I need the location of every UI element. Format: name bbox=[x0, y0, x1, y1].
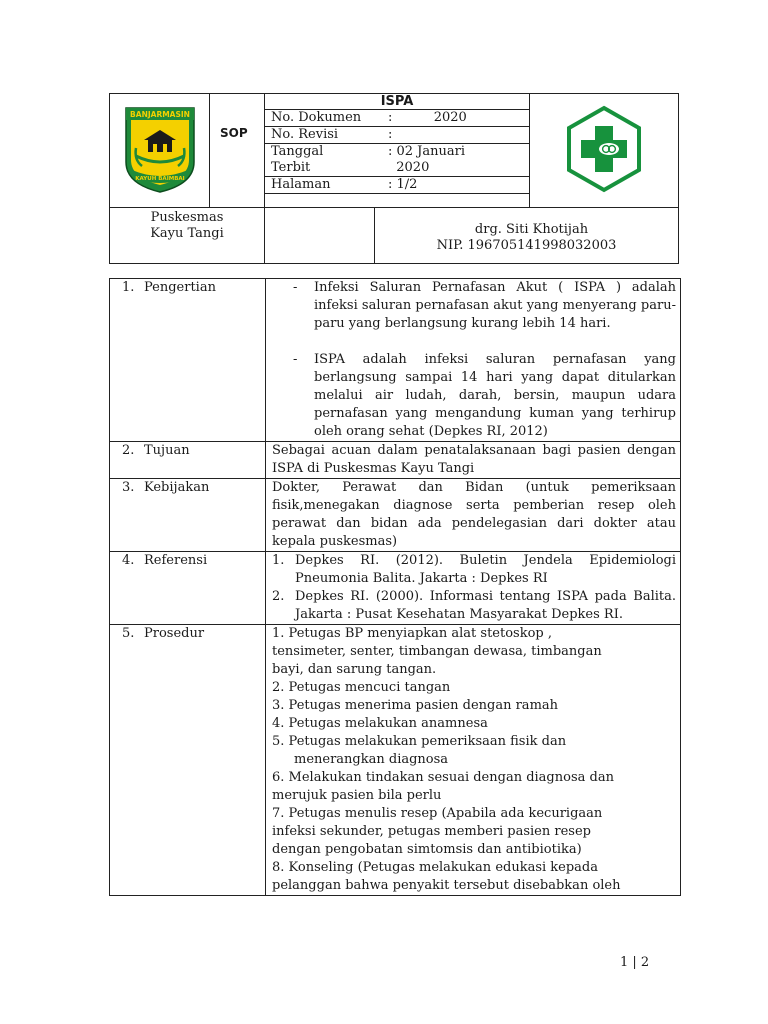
procedure-line: pelanggan bahwa penyakit tersebut disebabkan oleh bbox=[272, 878, 621, 893]
sop-label: SOP bbox=[220, 126, 248, 140]
procedure-line: 4. Petugas melakukan anamnesa bbox=[272, 716, 488, 731]
procedure-line: tensimeter, senter, timbangan dewasa, timbangan bbox=[272, 644, 602, 659]
meta-row-halaman: Halaman : 1/2 bbox=[265, 177, 529, 194]
procedure-line: 5. Petugas melakukan pemeriksaan fisik dan bbox=[272, 734, 567, 749]
empty-cell bbox=[265, 208, 375, 264]
logo-left-cell bbox=[110, 94, 210, 208]
section-label-cell: 2. Tujuan bbox=[110, 442, 266, 479]
section-label: Pengertian bbox=[144, 280, 216, 295]
procedure-line: menerangkan diagnosa bbox=[294, 752, 449, 767]
meta-row-tanggal: Tanggal : 02 Januari bbox=[271, 144, 466, 159]
procedure-line: 3. Petugas menerima pasien dengan ramah bbox=[272, 698, 559, 713]
org-cell bbox=[110, 208, 265, 264]
definition-item: - Infeksi Saluran Pernafasan Akut ( ISPA ) adalah infeksi saluran pernafasan akut yang menyerang paru-paru yang berlangsung kurang lebih 14 hari. bbox=[293, 280, 676, 331]
procedure-line: 8. Konseling (Petugas melakukan edukasi kepada bbox=[272, 860, 599, 875]
banjarmasin-logo-icon bbox=[122, 104, 198, 194]
meta-row-revisi: No. Revisi : bbox=[265, 127, 529, 144]
procedure-line: infeksi sekunder, petugas memberi pasien resep bbox=[272, 824, 591, 839]
section-referensi bbox=[110, 552, 681, 625]
procedure-line: merujuk pasien bila perlu bbox=[272, 788, 442, 803]
section-prosedur bbox=[110, 625, 681, 896]
section-content-cell bbox=[266, 279, 681, 442]
signer-nip: NIP. 196705141998032003 bbox=[436, 238, 617, 253]
procedure-line: bayi, dan sarung tangan. bbox=[272, 662, 437, 677]
logo-text-top: BANJARMASIN bbox=[129, 109, 190, 119]
sop-header-table bbox=[109, 93, 679, 264]
procedure-line: 6. Melakukan tindakan sesuai dengan diagnosa dan bbox=[272, 770, 614, 785]
signer-cell bbox=[375, 208, 679, 264]
procedure-line: dengan pengobatan simtomsis dan antibiotika) bbox=[272, 842, 582, 857]
section-label-cell: 1. Pengertian bbox=[110, 279, 266, 442]
procedure-line: 1. Petugas BP menyiapkan alat stetoskop , bbox=[272, 626, 553, 641]
page-number: 1 | 2 bbox=[620, 955, 650, 970]
section-label: Kebijakan bbox=[144, 480, 210, 495]
reference-item: 2. Depkes RI. (2000). Informasi tentang ISPA pada Balita. Jakarta : Pusat Kesehatan Masyarakat Depkes RI. bbox=[272, 589, 676, 622]
org-name-line2: Kayu Tangi bbox=[150, 226, 224, 241]
meta-row-terbit: Terbit 2020 bbox=[265, 160, 529, 177]
org-name-line1: Puskesmas bbox=[150, 210, 224, 225]
procedure-line: 2. Petugas mencuci tangan bbox=[272, 680, 451, 695]
section-label-cell: 3. Kebijakan bbox=[110, 479, 266, 552]
sop-content-table bbox=[109, 278, 681, 896]
document-title: ISPA bbox=[265, 94, 529, 110]
doc-meta-cell bbox=[265, 94, 530, 208]
sop-label-cell bbox=[210, 94, 265, 208]
section-label: Referensi bbox=[144, 553, 208, 568]
section-kebijakan bbox=[110, 479, 681, 552]
signer-name: drg. Siti Khotijah bbox=[474, 222, 589, 237]
meta-row-dokumen: No. Dokumen : 2020 bbox=[265, 110, 529, 127]
section-content-cell bbox=[266, 552, 681, 625]
reference-item: 1. Depkes RI. (2012). Buletin Jendela Epidemiologi Pneumonia Balita. Jakarta : Depkes RI bbox=[272, 553, 676, 586]
section-label: Tujuan bbox=[144, 443, 190, 458]
section-pengertian bbox=[110, 279, 681, 442]
definition-item: - ISPA adalah infeksi saluran pernafasan yang berlangsung sampai 14 hari yang dapat ditularkan melalui air ludah, darah, bersin, maupun udara pernafasan yang mengandung kuman yang terhirup oleh orang sehat (Depkes RI, 2012) bbox=[293, 352, 676, 439]
section-label-cell: 4. Referensi bbox=[110, 552, 266, 625]
section-content-cell bbox=[266, 625, 681, 896]
section-label: Prosedur bbox=[144, 626, 205, 641]
logo-right-cell bbox=[530, 94, 679, 208]
puskesmas-cross-logo-icon bbox=[559, 104, 649, 194]
section-content-cell: Sebagai acuan dalam penatalaksanaan bagi pasien dengan ISPA di Puskesmas Kayu Tangi bbox=[266, 442, 681, 479]
section-content-cell: Dokter, Perawat dan Bidan (untuk pemeriksaan fisik,menegakan diagnose serta pemberian resep oleh perawat dan bidan ada pendelegasian dari dokter atau kepala puskesmas) bbox=[266, 479, 681, 552]
logo-text-bottom: KAYUH BAIMBAI bbox=[134, 175, 185, 182]
section-tujuan bbox=[110, 442, 681, 479]
procedure-line: 7. Petugas menulis resep (Apabila ada kecurigaan bbox=[272, 806, 603, 821]
section-label-cell: 5. Prosedur bbox=[110, 625, 266, 896]
